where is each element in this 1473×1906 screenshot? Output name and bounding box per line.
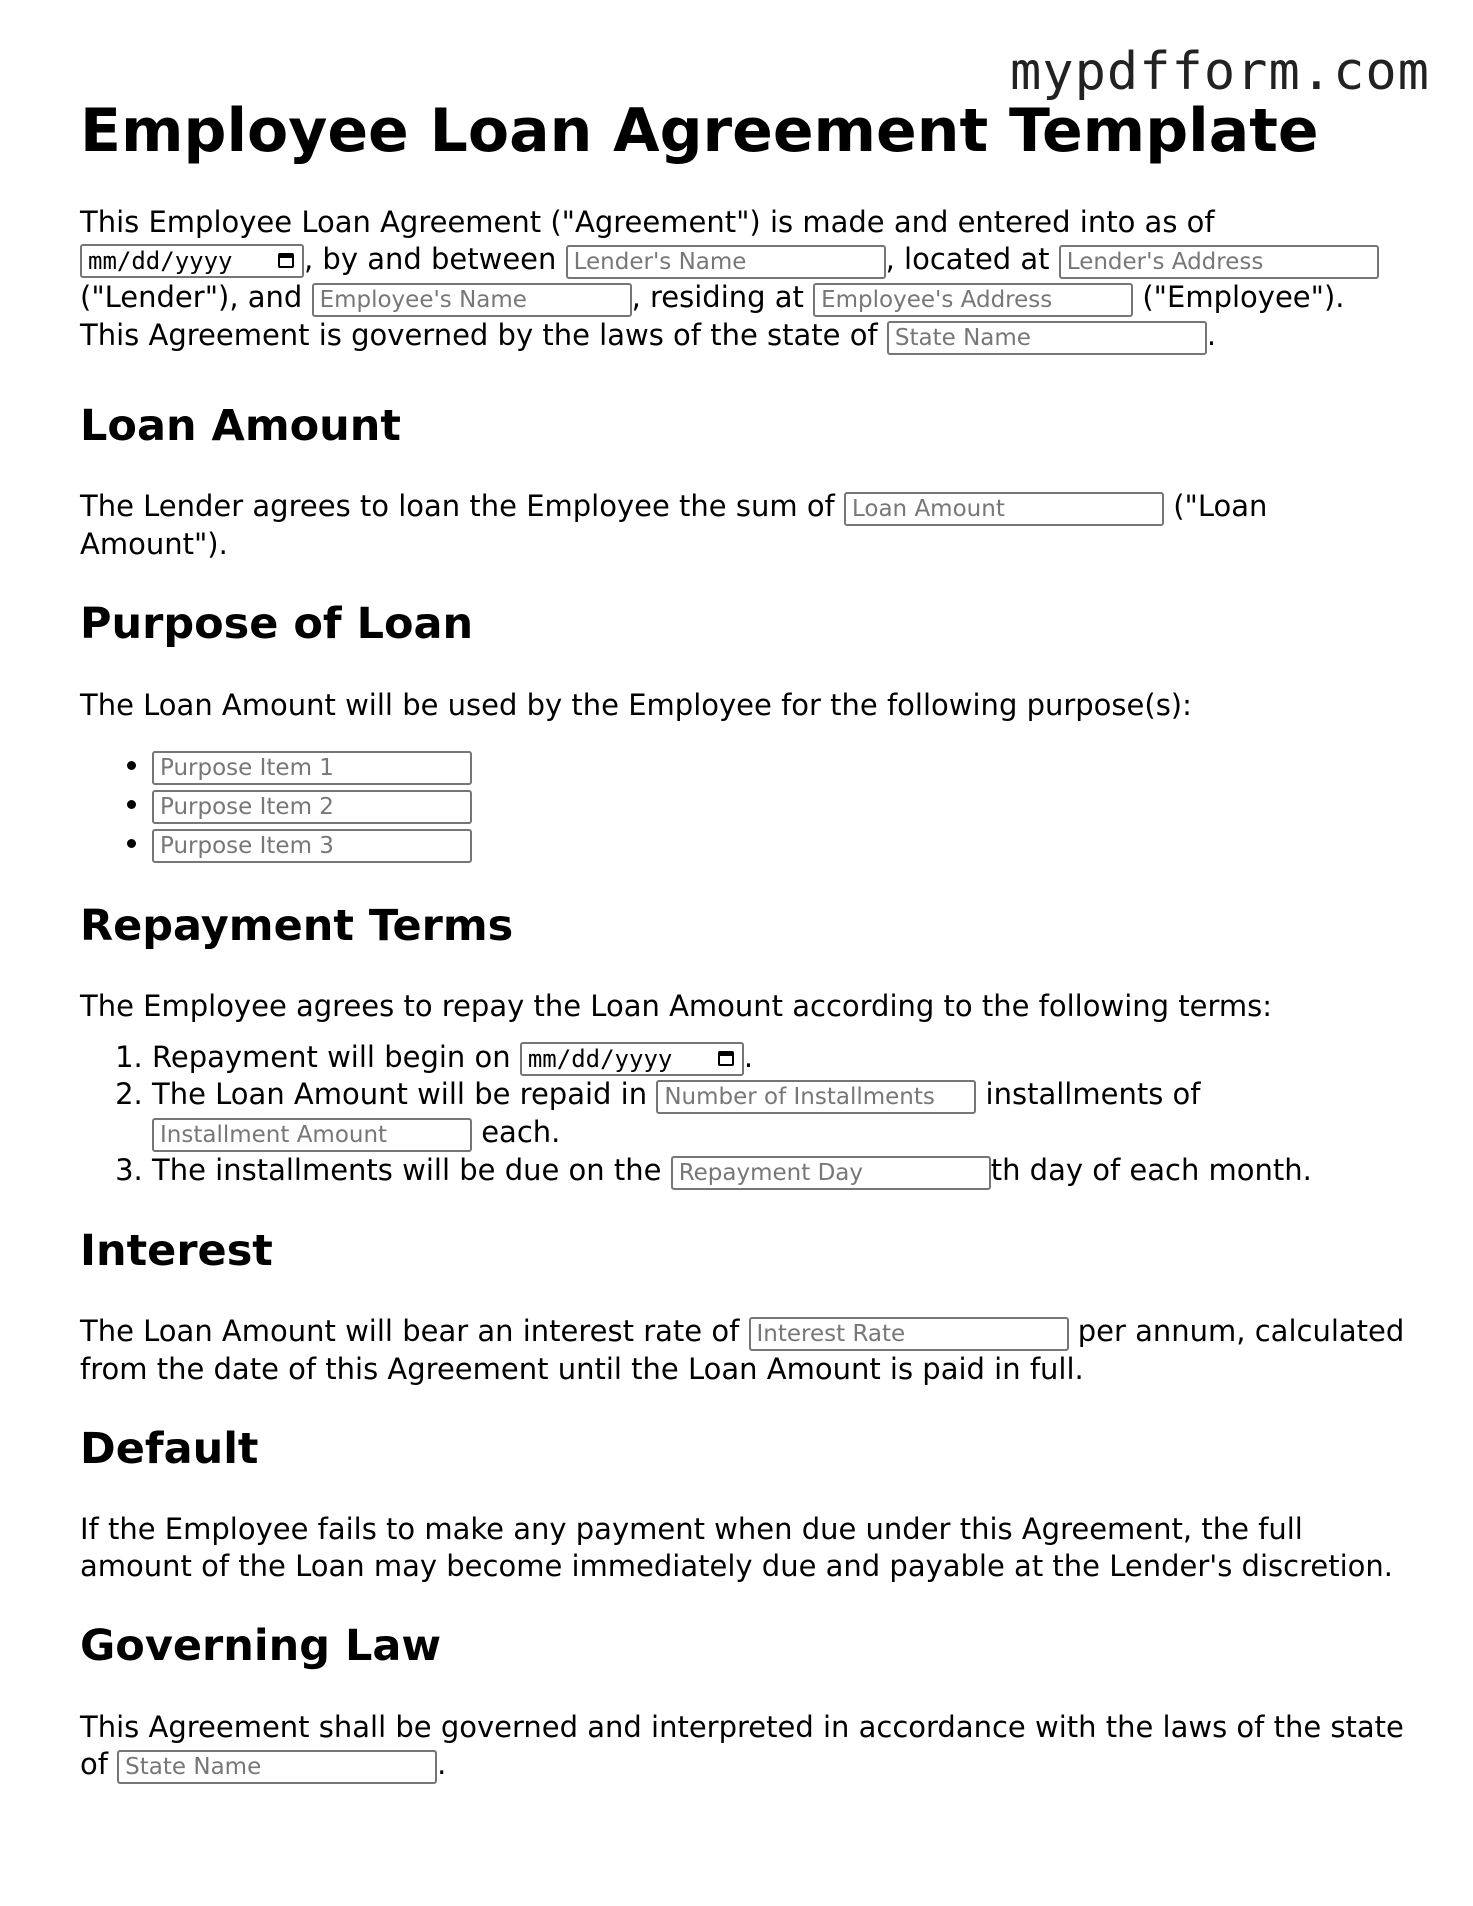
purpose-item-1-input[interactable] (152, 751, 472, 785)
loan-amount-text-1: The Lender agrees to loan the Employee the sum of (80, 489, 835, 524)
list-item (152, 746, 1410, 785)
agreement-date-placeholder: mm/dd/yyyy (88, 247, 233, 275)
page-title: Employee Loan Agreement Template (80, 96, 1319, 166)
repayment-item3-text-2: th day of each month. (990, 1152, 1312, 1187)
agreement-date-field[interactable] (80, 244, 304, 278)
employee-name-input[interactable] (312, 283, 632, 317)
governing-state-input[interactable] (117, 1750, 437, 1784)
number-of-installments-input[interactable] (656, 1080, 976, 1114)
repayment-start-date-field[interactable] (520, 1042, 744, 1076)
state-name-input[interactable] (887, 321, 1207, 355)
employee-address-input[interactable] (813, 283, 1133, 317)
repayment-terms-list (80, 1039, 1410, 1190)
installment-amount-input[interactable] (152, 1118, 472, 1152)
interest-text-2: per annum, calculated from the date of this Agreement until the Loan Amount is paid in full. (80, 1314, 1405, 1387)
default-paragraph: If the Employee fails to make any payment when due under this Agreement, the full amount of the Loan may become immediately due and payable at the Lender's discretion. (80, 1512, 1393, 1584)
interest-paragraph (80, 1313, 1410, 1388)
loan-amount-input[interactable] (844, 492, 1164, 526)
document (80, 98, 1410, 1822)
loan-amount-heading: Loan Amount (80, 401, 401, 451)
repayment-day-input[interactable] (671, 1156, 991, 1190)
repayment-heading: Repayment Terms (80, 900, 514, 951)
intro-text-2: , by and between (304, 242, 557, 276)
repayment-item2-text-2: installments of (985, 1076, 1201, 1111)
loan-amount-paragraph (80, 488, 1410, 563)
intro-text-1: This Employee Loan Agreement ("Agreement") is made and entered into as of (80, 205, 1215, 239)
repayment-text: The Employee agrees to repay the Loan Amount according to the following terms: (80, 988, 1273, 1023)
repayment-item1-text-2: . (743, 1039, 754, 1074)
purpose-list (80, 746, 1410, 863)
default-heading: Default (80, 1424, 259, 1475)
intro-text-3: , located at (885, 242, 1050, 276)
intro-paragraph (80, 204, 1410, 355)
purpose-item-2-input[interactable] (152, 790, 472, 824)
intro-text-5: , residing at (631, 280, 804, 314)
list-item (152, 1076, 1410, 1152)
intro-text-8: . (1206, 318, 1217, 352)
loan-amount-text-2: ("Loan Amount"). (80, 489, 1268, 562)
purpose-text: The Loan Amount will be used by the Employee for the following purpose(s): (80, 687, 1192, 722)
interest-rate-input[interactable] (749, 1317, 1069, 1351)
calendar-icon[interactable] (278, 253, 294, 268)
lender-address-input[interactable] (1059, 245, 1379, 279)
site-watermark: mypdfform.com (1010, 42, 1430, 102)
lender-name-input[interactable] (566, 245, 886, 279)
repayment-item2-text-1: The Loan Amount will be repaid in (152, 1076, 648, 1111)
intro-text-6: ("Employee"). (1142, 280, 1345, 314)
governing-law-paragraph (80, 1709, 1410, 1784)
list-item (152, 824, 1410, 863)
list-item (152, 1039, 1410, 1076)
interest-heading: Interest (80, 1225, 273, 1276)
repayment-item3-text-1: The installments will be due on the (152, 1152, 662, 1187)
governing-law-text-1: This Agreement shall be governed and interpreted in accordance with the laws of the state of (80, 1709, 1404, 1781)
intro-text-4: ("Lender"), and (80, 280, 303, 314)
governing-law-text-2: . (437, 1746, 447, 1781)
list-item (152, 1152, 1410, 1190)
governing-law-heading: Governing Law (80, 1621, 442, 1672)
purpose-heading: Purpose of Loan (80, 599, 474, 650)
repayment-date-placeholder: mm/dd/yyyy (527, 1044, 673, 1073)
intro-text-7: This Agreement is governed by the laws of the state of (80, 318, 878, 352)
interest-text-1: The Loan Amount will bear an interest rate of (80, 1314, 740, 1349)
repayment-item2-text-3: each. (481, 1114, 561, 1149)
list-item (152, 785, 1410, 824)
repayment-item1-text-1: Repayment will begin on (152, 1039, 511, 1074)
purpose-item-3-input[interactable] (152, 829, 472, 863)
calendar-icon[interactable] (718, 1051, 734, 1066)
